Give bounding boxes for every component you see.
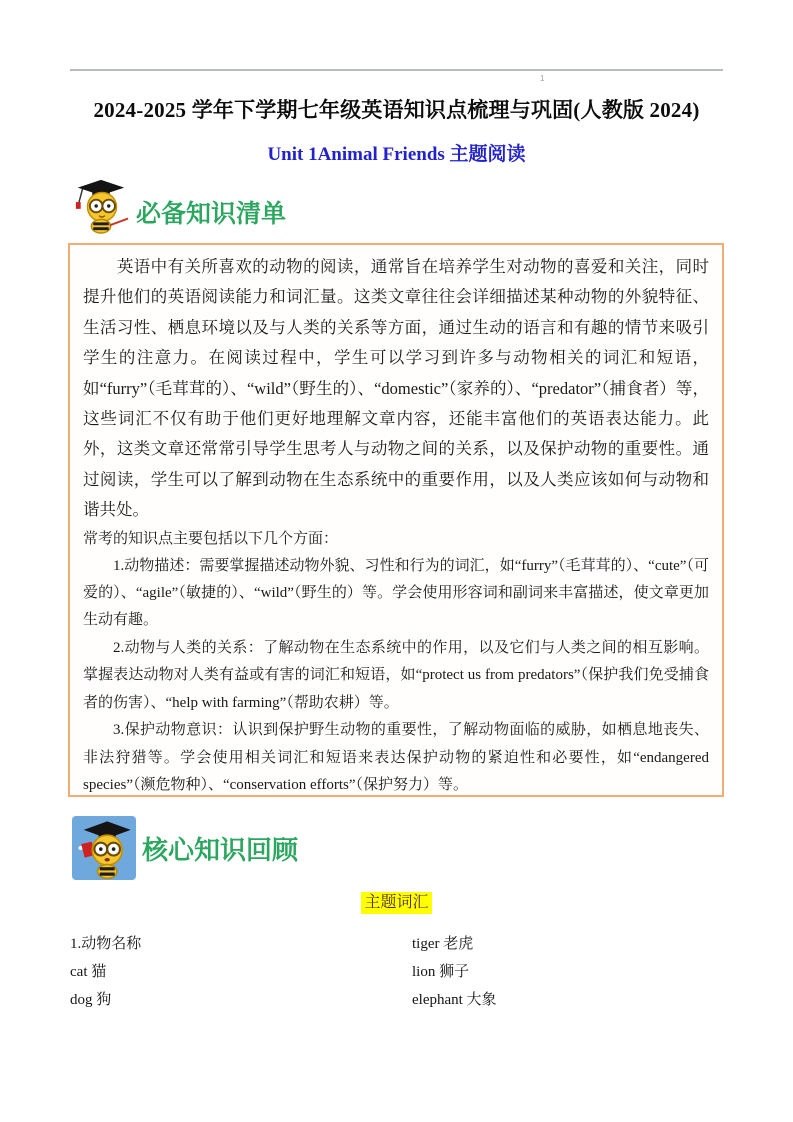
box-point-1: 1.动物描述：需要掌握描述动物外貌、习性和行为的词汇，如“furry”（毛茸茸的）、“cute”（可爱的）、“agile”（敏捷的）、“wild”（野生的）等。学会使用形容词和副词来丰富描述，使文章更加生动有趣。 [83, 557, 709, 629]
header-divider [70, 69, 723, 71]
section-1-header [72, 176, 286, 234]
vocab-item: elephant 大象 [412, 991, 497, 1008]
vocab-row [70, 956, 723, 984]
vocab-item: lion 狮子 [412, 963, 470, 980]
header-page-mark: 1 [540, 74, 545, 83]
page-subtitle: Unit 1Animal Friends 主题阅读 [267, 144, 526, 165]
box-point-3: 3.保护动物意识：认识到保护野生动物的重要性，了解动物面临的威胁，如栖息地丧失、非法狩猎等。学会使用相关词汇和短语来表达保护动物的紧迫性和必要性，如“endangered species”（濒危物种）、“conservation efforts”（保护努力）等。 [83, 722, 709, 793]
vocab-item: tiger 老虎 [412, 935, 474, 952]
vocab-list [70, 928, 723, 1012]
vocab-item: 1.动物名称 [70, 935, 142, 952]
page-title: 2024-2025 学年下学期七年级英语知识点梳理与巩固(人教版 2024) [93, 98, 700, 122]
vocab-item: cat 猫 [70, 963, 107, 980]
scholar-bee-icon [72, 176, 130, 234]
vocab-topic-badge: 主题词汇 [361, 892, 431, 914]
box-point-2: 2.动物与人类的关系：了解动物在生态系统中的作用，以及它们与人类之间的相互影响。掌握表达动物对人类有益或有害的词汇和短语，如“protect us from predators”（保护我们免受捕食者的伤害）、“help with farming”（帮助农耕）等。 [83, 639, 709, 711]
box-intro-paragraph: 英语中有关所喜欢的动物的阅读，通常旨在培养学生对动物的喜爱和关注，同时提升他们的英语阅读能力和词汇量。这类文章往往会详细描述某种动物的外貌特征、生活习性、栖息环境以及与人类的关系等方面，通过生动的语言和有趣的情节来吸引学生的注意力。在阅读过程中，学生可以学习到许多与动物相关的词汇和短语，如“furry”（毛茸茸的）、“wild”（野生的）、“domestic”（家养的）、“predator”（捕食者）等，这些词汇不仅有助于他们更好地理解文章内容，还能丰富他们的英语表达能力。此外，这类文章还常常引导学生思考人与动物之间的关系，以及保护动物的重要性。通过阅读，学生可以了解到动物在生态系统中的重要作用，以及人类应该如何与动物和谐共处。 [83, 257, 709, 520]
vocab-item: dog 狗 [70, 991, 112, 1008]
vocab-topic-row [0, 892, 793, 914]
scholar-bee-icon [72, 816, 136, 880]
vocab-row [70, 928, 723, 956]
vocab-row [70, 984, 723, 1012]
section-1-title: 必备知识清单 [136, 200, 287, 228]
knowledge-summary-box [68, 243, 724, 797]
section-2-header [72, 816, 298, 880]
section-2-title: 核心知识回顾 [142, 834, 299, 865]
box-lead-line: 常考的知识点主要包括以下几个方面： [83, 530, 339, 547]
